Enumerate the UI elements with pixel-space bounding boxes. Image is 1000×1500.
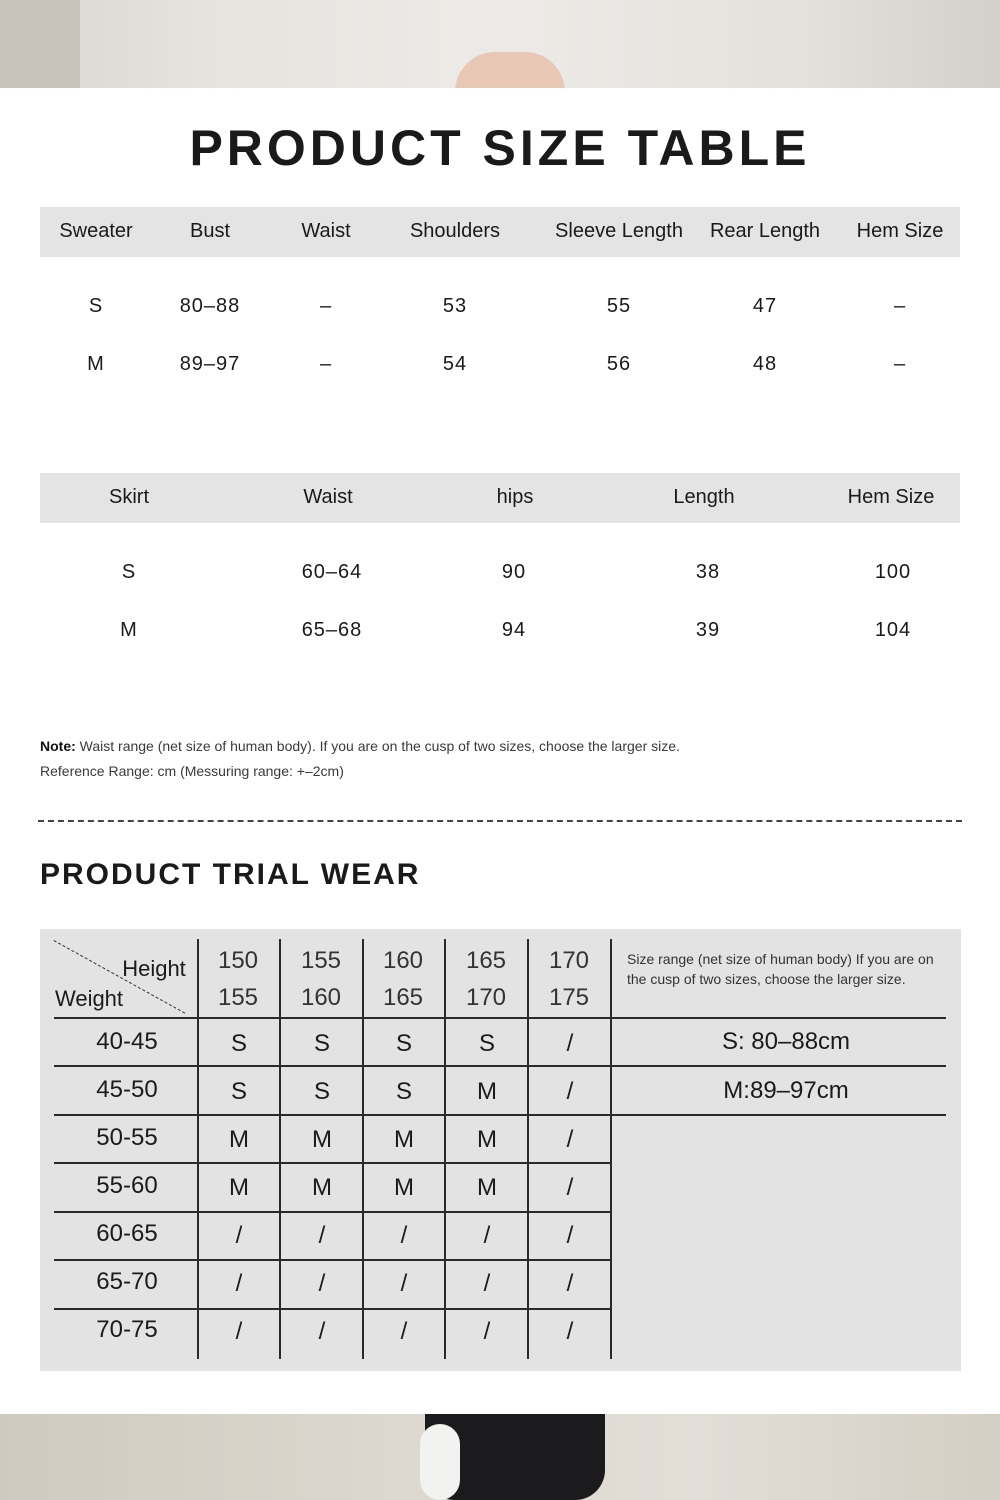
size-cell: M	[477, 1078, 497, 1105]
weight-range: 45-50	[96, 1076, 158, 1103]
weight-range: 40-45	[96, 1028, 158, 1055]
weight-range: 50-55	[96, 1124, 158, 1151]
size-chart-panel	[0, 88, 1000, 1414]
sweater-sleeve-length: 56	[606, 353, 632, 375]
height-to: 160	[300, 984, 342, 1011]
sweater-table-header	[40, 207, 960, 257]
skirt-size: M	[120, 619, 138, 641]
size-cell: /	[566, 1270, 574, 1297]
height-to: 175	[548, 984, 590, 1011]
note-label: Note:	[40, 738, 76, 754]
sweater-shoulders: 54	[442, 353, 468, 375]
height-from: 165	[465, 947, 507, 974]
size-cell: /	[235, 1270, 243, 1297]
size-cell: /	[318, 1270, 326, 1297]
size-cell: /	[483, 1270, 491, 1297]
note-line	[40, 738, 680, 754]
skirt-table-header	[40, 473, 960, 523]
trial-wear-table	[40, 929, 961, 1371]
sweater-rear-length: 47	[752, 295, 778, 317]
skirt-length: 38	[695, 561, 721, 583]
grid-line	[444, 939, 446, 1359]
sweater-hem-size: –	[893, 295, 907, 317]
size-cell: /	[235, 1318, 243, 1345]
sweater-size: M	[87, 353, 105, 375]
skirt-hem-size: 104	[874, 619, 912, 641]
weight-range: 70-75	[96, 1316, 158, 1343]
size-cell: S	[395, 1030, 413, 1057]
grid-line	[54, 1211, 611, 1213]
wall-shadow	[0, 0, 80, 88]
header-sweater: Sweater	[59, 220, 133, 242]
sweater-bust: 89–97	[179, 353, 241, 375]
size-cell: /	[566, 1222, 574, 1249]
size-cell: /	[235, 1222, 243, 1249]
size-cell: S	[478, 1030, 496, 1057]
size-cell: S	[230, 1030, 248, 1057]
grid-line	[54, 1017, 946, 1019]
size-cell: M	[477, 1174, 497, 1201]
size-cell: M	[394, 1174, 414, 1201]
size-cell: /	[566, 1078, 574, 1105]
weight-range: 60-65	[96, 1220, 158, 1247]
grid-line	[527, 939, 529, 1359]
size-cell: /	[483, 1318, 491, 1345]
trial-wear-title: PRODUCT TRIAL WEAR	[40, 858, 421, 891]
size-cell: M	[312, 1126, 332, 1153]
size-cell: /	[400, 1222, 408, 1249]
sweater-hem-size: –	[893, 353, 907, 375]
skirt-length: 39	[695, 619, 721, 641]
sweater-shoulders: 53	[442, 295, 468, 317]
weight-range: 65-70	[96, 1268, 158, 1295]
skirt-hips: 94	[501, 619, 527, 641]
header-length: Length	[673, 486, 735, 508]
background-photo-bottom	[0, 1414, 1000, 1500]
size-range-s: S: 80–88cm	[721, 1028, 851, 1055]
size-cell: /	[318, 1222, 326, 1249]
sweater-rear-length: 48	[752, 353, 778, 375]
size-cell: /	[400, 1270, 408, 1297]
grid-line	[279, 939, 281, 1359]
size-cell: /	[566, 1030, 574, 1057]
skirt-hem-size: 100	[874, 561, 912, 583]
skirt-hips: 90	[501, 561, 527, 583]
header-bust: Bust	[189, 220, 231, 242]
skirt-size: S	[121, 561, 137, 583]
size-cell: S	[313, 1078, 331, 1105]
height-range-160-165	[383, 942, 423, 1016]
note-text: Waist range (net size of human body). If you are on the cusp of two sizes, choose the larger size.	[75, 738, 680, 754]
model-shoe	[420, 1424, 460, 1500]
size-cell: /	[566, 1126, 574, 1153]
size-cell: M	[229, 1174, 249, 1201]
size-cell: M	[477, 1126, 497, 1153]
side-note: Size range (net size of human body) If you are on the cusp of two sizes, choose the larger size.	[627, 951, 934, 987]
header-hem-size: Hem Size	[847, 486, 935, 508]
header-rear-length: Rear Length	[709, 220, 821, 242]
size-cell: /	[483, 1222, 491, 1249]
weight-range: 55-60	[96, 1172, 158, 1199]
model-hand	[455, 52, 565, 92]
height-label: Height	[122, 956, 186, 981]
sweater-waist: –	[319, 295, 333, 317]
header-waist: Waist	[303, 486, 353, 508]
header-waist: Waist	[301, 220, 351, 242]
size-cell: M	[229, 1126, 249, 1153]
grid-line	[197, 939, 199, 1359]
size-cell: M	[312, 1174, 332, 1201]
section-divider	[38, 820, 962, 822]
page-title: PRODUCT SIZE TABLE	[189, 120, 811, 176]
skirt-waist: 60–64	[301, 561, 363, 583]
height-from: 150	[217, 947, 259, 974]
sweater-bust: 80–88	[179, 295, 241, 317]
skirt-waist: 65–68	[301, 619, 363, 641]
weight-label: Weight	[54, 986, 124, 1011]
header-hem-size: Hem Size	[856, 220, 944, 242]
size-cell: M	[394, 1126, 414, 1153]
background-photo-top	[0, 0, 1000, 88]
size-range-m: M:89–97cm	[723, 1077, 849, 1104]
height-range-150-155	[218, 942, 258, 1016]
grid-line	[54, 1162, 611, 1164]
header-hips: hips	[496, 486, 534, 508]
grid-line	[54, 1308, 611, 1310]
header-shoulders: Shoulders	[409, 220, 501, 242]
grid-line	[54, 1065, 946, 1067]
sweater-size: S	[88, 295, 104, 317]
height-to: 165	[382, 984, 424, 1011]
height-range-170-175	[549, 942, 589, 1016]
reference-range: Reference Range: cm (Messuring range: +–2cm)	[40, 763, 344, 779]
header-sleeve-length: Sleeve Length	[555, 220, 683, 242]
size-cell: S	[313, 1030, 331, 1057]
header-skirt: Skirt	[109, 486, 149, 508]
size-cell: /	[566, 1174, 574, 1201]
height-range-165-170	[466, 942, 506, 1016]
grid-line	[610, 939, 612, 1359]
size-cell: /	[400, 1318, 408, 1345]
height-from: 155	[300, 947, 342, 974]
height-to: 170	[465, 984, 507, 1011]
grid-line	[54, 1114, 946, 1116]
sweater-waist: –	[319, 353, 333, 375]
size-cell: /	[566, 1318, 574, 1345]
height-range-155-160	[301, 942, 341, 1016]
grid-line	[362, 939, 364, 1359]
height-to: 155	[217, 984, 259, 1011]
size-cell: S	[395, 1078, 413, 1105]
size-cell: S	[230, 1078, 248, 1105]
height-from: 170	[548, 947, 590, 974]
height-from: 160	[382, 947, 424, 974]
sweater-sleeve-length: 55	[606, 295, 632, 317]
size-cell: /	[318, 1318, 326, 1345]
grid-line	[54, 1259, 611, 1261]
